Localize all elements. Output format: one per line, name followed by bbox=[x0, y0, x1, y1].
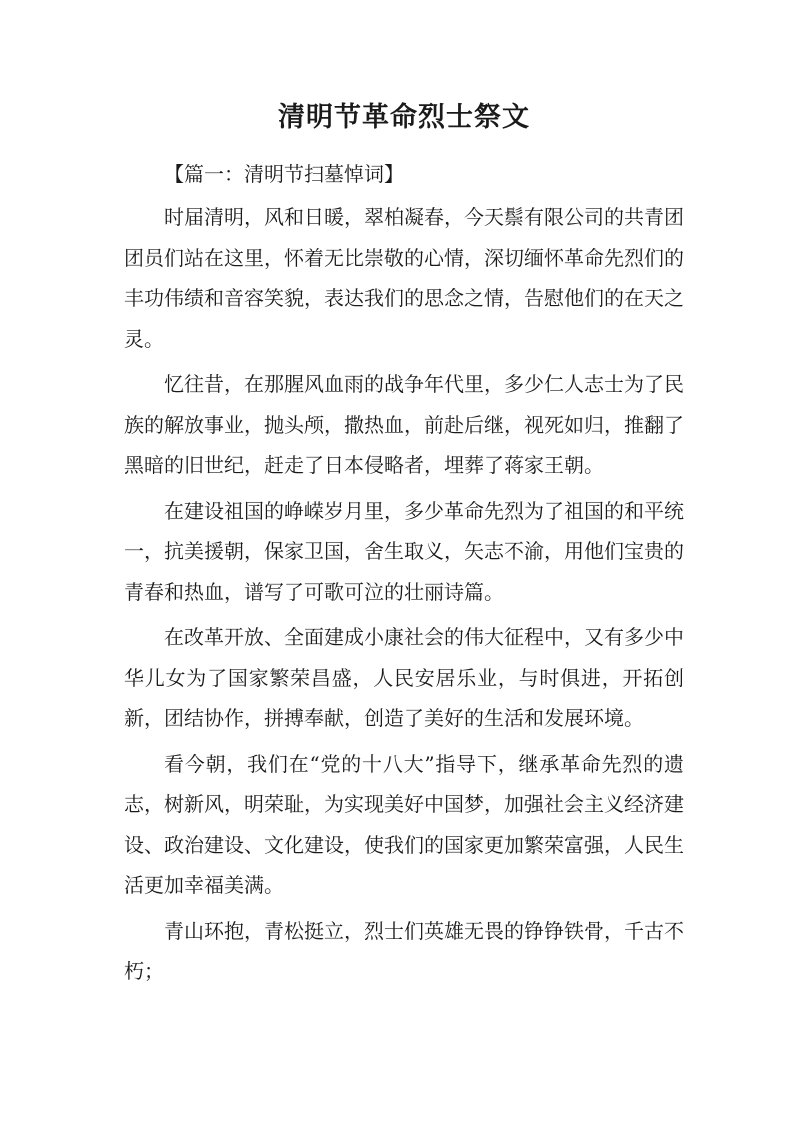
paragraph-2: 忆往昔，在那腥风血雨的战争年代里，多少仁人志士为了民族的解放事业，抛头颅，撒热血，前赴后继，视死如归，推翻了黑暗的旧世纪，赶走了日本侵略者，埋葬了蒋家王朝。 bbox=[124, 372, 684, 477]
paragraph-1: 时届清明，风和日暖，翠柏凝春，今天鬃有限公司的共青团团员们站在这里，怀着无比崇敬的心情，深切缅怀革命先烈们的丰功伟绩和音容笑貌，表达我们的思念之情，告慰他们的在天之灵。 bbox=[124, 205, 684, 351]
paragraph-6: 青山环抱，青松挺立，烈士们英雄无畏的铮铮铁骨，千古不朽； bbox=[124, 918, 684, 983]
section-heading: 【篇一：清明节扫墓悼词】 bbox=[164, 162, 404, 186]
paragraph-5: 看今朝，我们在“党的十八大”指导下，继承革命先烈的遗志，树新风，明荣耻，为实现美好中国梦，加强社会主义经济建设、政治建设、文化建设，使我们的国家更加繁荣富强，人民生活更加幸福美满。 bbox=[124, 751, 684, 897]
paragraph-3: 在建设祖国的峥嵘岁月里，多少革命先烈为了祖国的和平统一，抗美援朝，保家卫国，舍生取义，矢志不渝，用他们宝贵的青春和热血，谱写了可歌可泣的壮丽诗篇。 bbox=[124, 498, 684, 604]
document-title: 清明节革命烈士祭文 bbox=[278, 102, 530, 133]
paragraph-4: 在改革开放、全面建成小康社会的伟大征程中，又有多少中华儿女为了国家繁荣昌盛，人民安居乐业，与时俱进，开拓创新，团结协作，拼搏奉献，创造了美好的生活和发展环境。 bbox=[124, 625, 684, 730]
